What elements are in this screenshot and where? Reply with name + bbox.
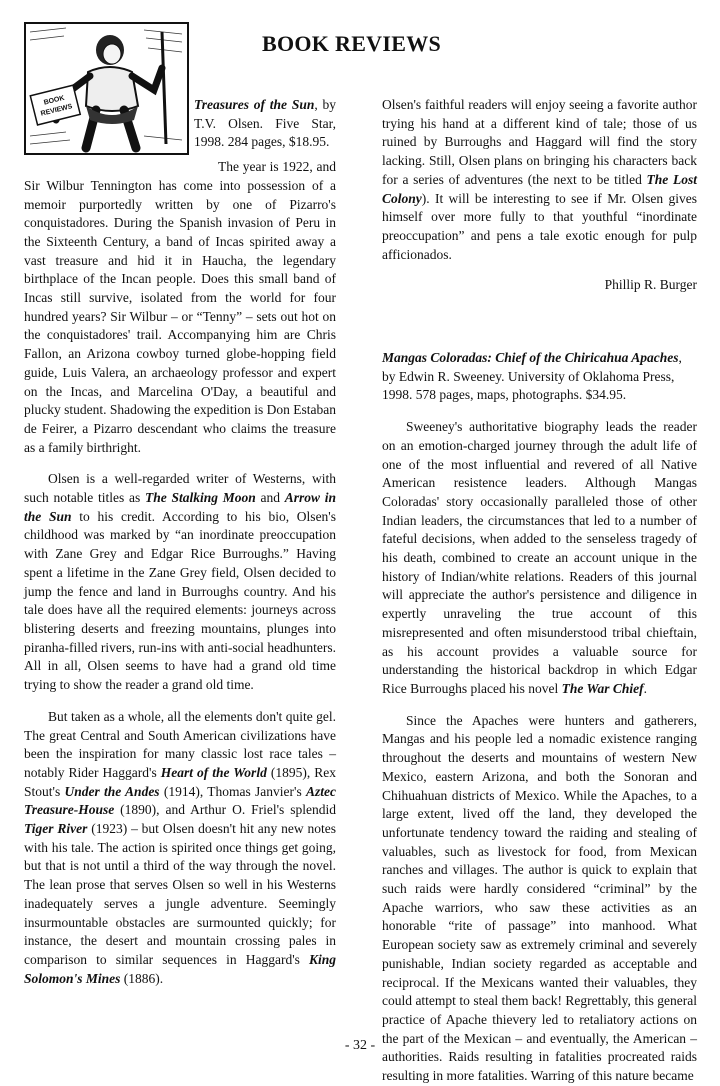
review-2-book-title: Mangas Coloradas: Chief of the Chiricahua Apaches xyxy=(382,350,679,366)
text-run: (1914), Thomas Janvier's xyxy=(159,783,306,799)
text-run: (1886). xyxy=(120,970,164,986)
svg-text:REVIEWS: REVIEWS xyxy=(40,103,74,118)
page-number: - 32 - xyxy=(344,1038,376,1053)
review-2-byline: , by Edwin R. Sweeney. University of Oklahoma Press, 1998. 578 pages, maps, photographs. $34.95. xyxy=(382,350,682,403)
text-run: (1923) – but Olsen doesn't hit any new notes with his tale. The action is spirited once things get going, but that is not until a third of the way through the novel. The lean prose that serves Olsen so well in his Westerns inadequately serves a jungle adventure. Seemingly insurmountable obstacles are surmounted quickly; for instance, the desert and mountain crossing pales in comparison to similar sequences in Haggard's xyxy=(24,821,337,967)
text-run: But taken as a whole, all the elements don't quite gel. The great Central and South American civilizations have been the inspiration for many classic lost race tales – notably Rider Haggard's xyxy=(24,708,336,780)
book-title-under-the-andes: Under the Andes xyxy=(64,783,160,799)
review-2-paragraph-2: Since the Apaches were hunters and gatherers, Mangas and his people led a nomadic existence ranging throughout the deserts and mountains of western New Mexico, eastern Arizona, and both the Sonoran and Chihuahuan districts of Mexico. While the Apaches, to a large extent, lived off the land, they developed the unfortunate tendency toward the raiding and stealing of valuables, such as livestock for food, from Mexican ranches and villages. The author is quick to explain that such raids were hardly considered “criminal” by the Apache warriors, who saw these activities as an honorable “rite of passage” into manhood. What European society saw as extremely criminal and severely punishable, Indian society regarded as acceptable and reciprocal. If the Mexicans wanted their valuables, they could attempt to steal them back! Regrettably, this general practice of Apache thievery led to retaliatory actions on the part of the Mexican – and eventually, the American – authorities. Raids resulting in fatalities procreated raids resulting in more fatalities. Warring of this nature became xyxy=(382,712,697,1084)
logo-spacer xyxy=(24,96,194,166)
text-run: Olsen is a well-regarded writer of Westerns, with such notable titles as xyxy=(24,471,336,506)
text-run: . xyxy=(643,680,647,696)
left-column xyxy=(24,96,336,1001)
book-title-stalking-moon: The Stalking Moon xyxy=(144,490,256,506)
book-title-tiger-river: Tiger River xyxy=(24,821,88,837)
text-run: Olsen's faithful readers will enjoy seeing a favorite author trying his hand at a different kind of tale; those of us ruined by Burroughs and Haggard will find the story lacking. Still, Olsen plans on bringing his characters back for a series of adventures (the next to be titled xyxy=(382,97,697,187)
book-title-arrow-in-the-sun: Arrow in the Sun xyxy=(24,490,337,524)
review-1-paragraph-1: The year is 1922, and Sir Wilbur Tennington has come into possession of a memoir purportedly written by one of Pizarro's conquistadores. During the Spanish invasion of Peru in the Sixteenth Century, a band of Incas spirited away a vast treasure and hid it in Haucha, the legendary birthplace of the Incan people. Does this small band of Incas still survive, isolated from the world for four hundred years? Sir Wilbur – or “Tenny” – sets out hot on the conquistadores' trail. Accompanying him are Chris Fallon, an Arizona cowboy turned globe-hopping field guide, Luis Valera, an archaeology professor and expert on the Incas, and Marcelina O'Day, a beautiful and plucky student. Shadowing the expedition is Don Estaban de Feirer, a Pizarro descendant who claims the treasure as a family birthright. xyxy=(24,159,336,455)
right-column xyxy=(382,96,697,1086)
text-run: and xyxy=(255,490,285,506)
review-1-book-title: Treasures of the Sun xyxy=(194,97,315,112)
svg-text:BOOK: BOOK xyxy=(43,94,66,107)
book-title-heart-of-the-world: Heart of the World xyxy=(160,764,267,780)
review-1-paragraph-3 xyxy=(24,708,336,989)
book-title-the-war-chief: The War Chief xyxy=(561,680,644,696)
page-title: BOOK REVIEWS xyxy=(262,31,442,56)
review-1-paragraph-4-continued xyxy=(382,96,697,264)
review-1-paragraph-2 xyxy=(24,470,336,694)
text-run: (1890), and Arthur O. Friel's splendid xyxy=(114,802,336,818)
text-run: (1895), Rex Stout's xyxy=(24,764,336,799)
book-title-the-lost-colony: The Lost Colony xyxy=(382,171,697,206)
review-2-heading xyxy=(382,349,697,405)
book-title-aztec-treasure-house: Aztec Treasure-House xyxy=(24,783,336,818)
review-2-paragraph-1 xyxy=(382,418,697,699)
review-1-signature: Phillip R. Burger xyxy=(604,277,697,293)
text-run: ). It will be interesting to see if Mr. Olsen gives himself over more fully to that youthful “inordinate preoccupation” and pens a tale exotic enough for pulp afficionados. xyxy=(382,190,697,262)
text-run: Sweeney's authoritative biography leads the reader on an emotion-charged journey through the adult life of one of the most influential and revered of all Native American resistence leaders. Although Mangas Coloradas' story occasionally paralleled those of other Indian leaders, the circumstances that led to a number of fateful decisions, when added to the senseless tragedy of his death, combined to create an account unique in the history of Indian/white relations. Readers of this journal will appreciate the author's persistence and diligence in expertly unraveling the true account of this misrepresented and often misunderstood tribal chieftain, as his account provides a valuable source for understanding the historical backdrop in which Edgar Rice Burroughs placed his novel xyxy=(382,419,697,696)
review-1-byline: , by T.V. Olsen. Five Star, 1998. 284 pages, $18.95. xyxy=(194,97,336,150)
book-title-king-solomons-mines: King Solomon's Mines xyxy=(24,951,336,986)
text-run: to his credit. According to his bio, Olsen's childhood was marked by “an inordinate preoccupation with Zane Grey and Edgar Rice Burroughs.” Having spent a lifetime in the Zane Grey field, Olsen decided to jump the fence and land in Burroughs country. And his tale does have all the required elements: journeys across blistering deserts and freezing mountains, plunges into piranha-filled rivers, run-ins with anti-social headhunters. All in all, Olsen seems to have had a grand old time trying to show the reader a grand old time. xyxy=(24,508,336,693)
